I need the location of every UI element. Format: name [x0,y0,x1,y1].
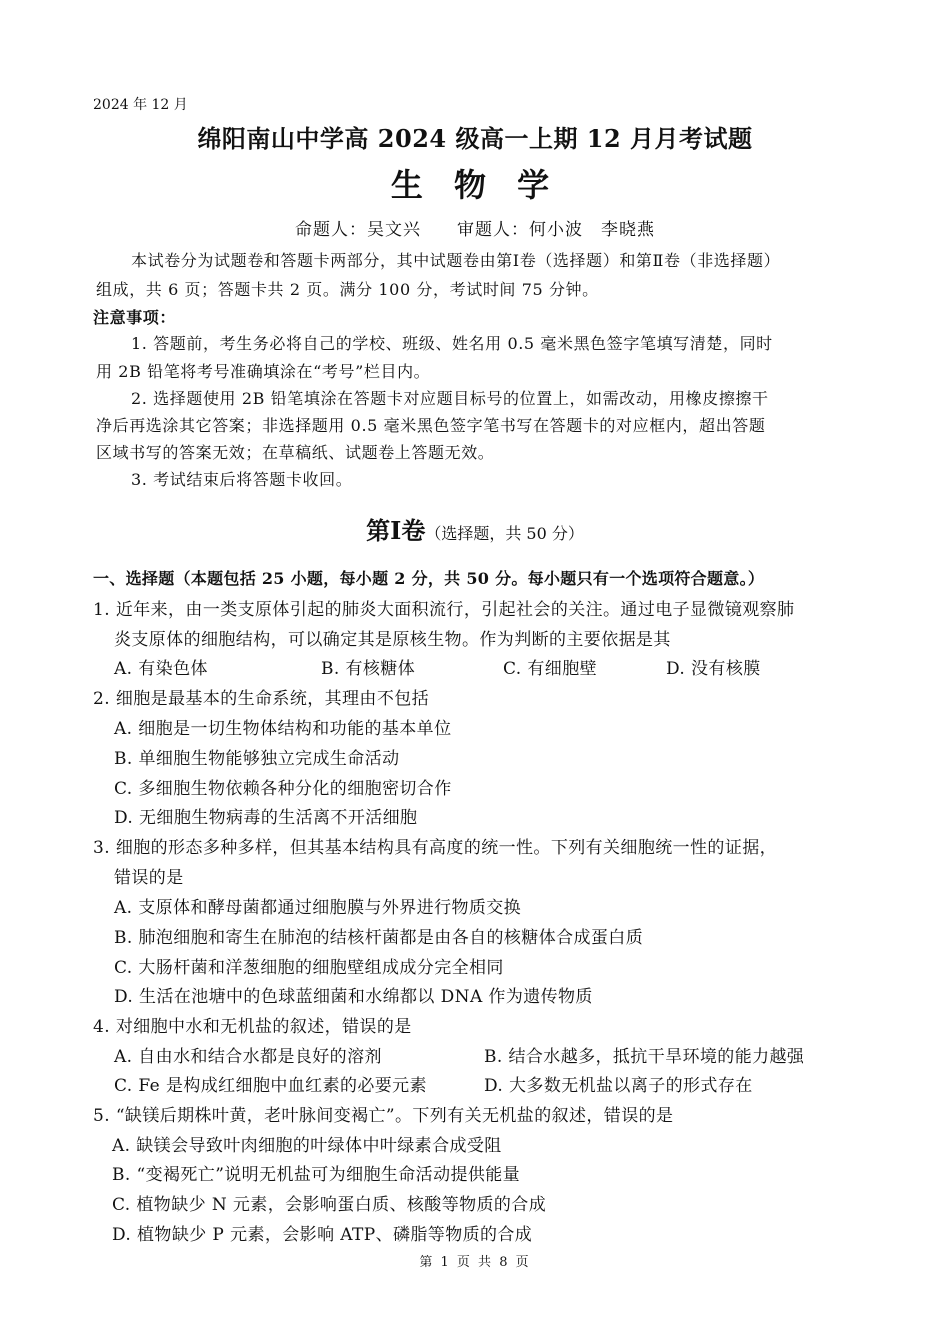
exam-title: 绵阳南山中学高 2024 级高一上期 12 月月考试题 [197,124,753,153]
note-2-line-1: 2. 选择题使用 2B 铅笔填涂在答题卡对应题目标号的位置上，如需改动，用橡皮擦擦干 [131,389,769,408]
section-subtitle: （选择题，共 50 分） [425,524,584,543]
q1-option-d: D. 没有核膜 [666,659,761,679]
exam-subject: 生 物 学 [390,166,560,204]
q4-option-a: A. 自由水和结合水都是良好的溶剂 [114,1047,382,1067]
q5-stem: 5. “缺镁后期株叶黄，老叶脉间变褐亡”。下列有关无机盐的叙述，错误的是 [93,1106,674,1126]
q4-option-b: B. 结合水越多，抵抗干旱环境的能力越强 [484,1047,805,1067]
q1-stem-line-2: 炎支原体的细胞结构，可以确定其是原核生物。作为判断的主要依据是其 [114,630,671,650]
q3-option-c: C. 大肠杆菌和洋葱细胞的细胞壁组成成分完全相同 [114,958,504,978]
q5-option-a: A. 缺镁会导致叶肉细胞的叶绿体中叶绿素合成受阻 [112,1136,502,1156]
reviewer-2: 李晓燕 [601,220,655,240]
intro-line-1: 本试卷分为试题卷和答题卡两部分，其中试题卷由第Ⅰ卷（选择题）和第Ⅱ卷（非选择题） [131,251,781,270]
note-2-line-3: 区域书写的答案无效；在草稿纸、试题卷上答题无效。 [96,443,495,462]
q4-option-d: D. 大多数无机盐以离子的形式存在 [484,1076,753,1096]
q4-stem: 4. 对细胞中水和无机盐的叙述，错误的是 [93,1017,412,1037]
q3-option-b: B. 肺泡细胞和寄生在肺泡的结核杆菌都是由各自的核糖体合成蛋白质 [114,928,644,948]
authors-line [0,215,950,240]
q5-option-c: C. 植物缺少 N 元素，会影响蛋白质、核酸等物质的合成 [112,1195,547,1215]
intro-line-2: 组成，共 6 页；答题卡共 2 页。满分 100 分，考试时间 75 分钟。 [96,280,599,299]
q5-option-b: B. “变褐死亡”说明无机盐可为细胞生命活动提供能量 [112,1165,521,1185]
note-1-line-1: 1. 答题前，考生务必将自己的学校、班级、姓名用 0.5 毫米黑色签字笔填写清楚，同时 [131,334,773,353]
q1-option-b: B. 有核糖体 [321,659,416,679]
author-label: 命题人：吴文兴 [295,220,421,240]
q1-option-c: C. 有细胞壁 [503,659,598,679]
q1-option-a: A. 有染色体 [114,659,208,679]
q2-option-c: C. 多细胞生物依赖各种分化的细胞密切合作 [114,779,452,799]
q3-stem-line-2: 错误的是 [114,868,184,888]
section-instruction: 一、选择题（本题包括 25 小题，每小题 2 分，共 50 分。每小题只有一个选项符合题意。） [93,569,765,588]
q2-option-b: B. 单细胞生物能够独立完成生命活动 [114,749,400,769]
exam-date: 2024 年 12 月 [93,97,188,113]
note-1-line-2: 用 2B 铅笔将考号准确填涂在“考号”栏目内。 [96,362,431,381]
q3-option-a: A. 支原体和酵母菌都通过细胞膜与外界进行物质交换 [114,898,522,918]
q5-option-d: D. 植物缺少 P 元素，会影响 ATP、磷脂等物质的合成 [112,1225,533,1245]
page-footer: 第 1 页 共 8 页 [419,1255,531,1270]
q1-stem-line-1: 1. 近年来，由一类支原体引起的肺炎大面积流行，引起社会的关注。通过电子显微镜观察肺 [93,600,795,620]
q4-option-c: C. Fe 是构成红细胞中血红素的必要元素 [114,1076,427,1096]
q2-option-d: D. 无细胞生物病毒的生活离不开活细胞 [114,808,418,828]
note-3: 3. 考试结束后将答题卡收回。 [131,470,353,489]
section-heading [0,511,950,546]
note-2-line-2: 净后再选涂其它答案；非选择题用 0.5 毫米黑色签字笔书写在答题卡的对应框内，超出答题 [96,416,766,435]
q3-option-d: D. 生活在池塘中的色球蓝细菌和水绵都以 DNA 作为遗传物质 [114,987,593,1007]
q3-stem-line-1: 3. 细胞的形态多种多样，但其基本结构具有高度的统一性。下列有关细胞统一性的证据， [93,838,778,858]
q2-option-a: A. 细胞是一切生物体结构和功能的基本单位 [114,719,452,739]
q2-stem: 2. 细胞是最基本的生命系统，其理由不包括 [93,689,430,709]
reviewer-label: 审题人：何小波 [457,220,583,240]
notes-heading: 注意事项： [93,308,177,327]
section-title: 第Ⅰ卷 [366,516,426,545]
